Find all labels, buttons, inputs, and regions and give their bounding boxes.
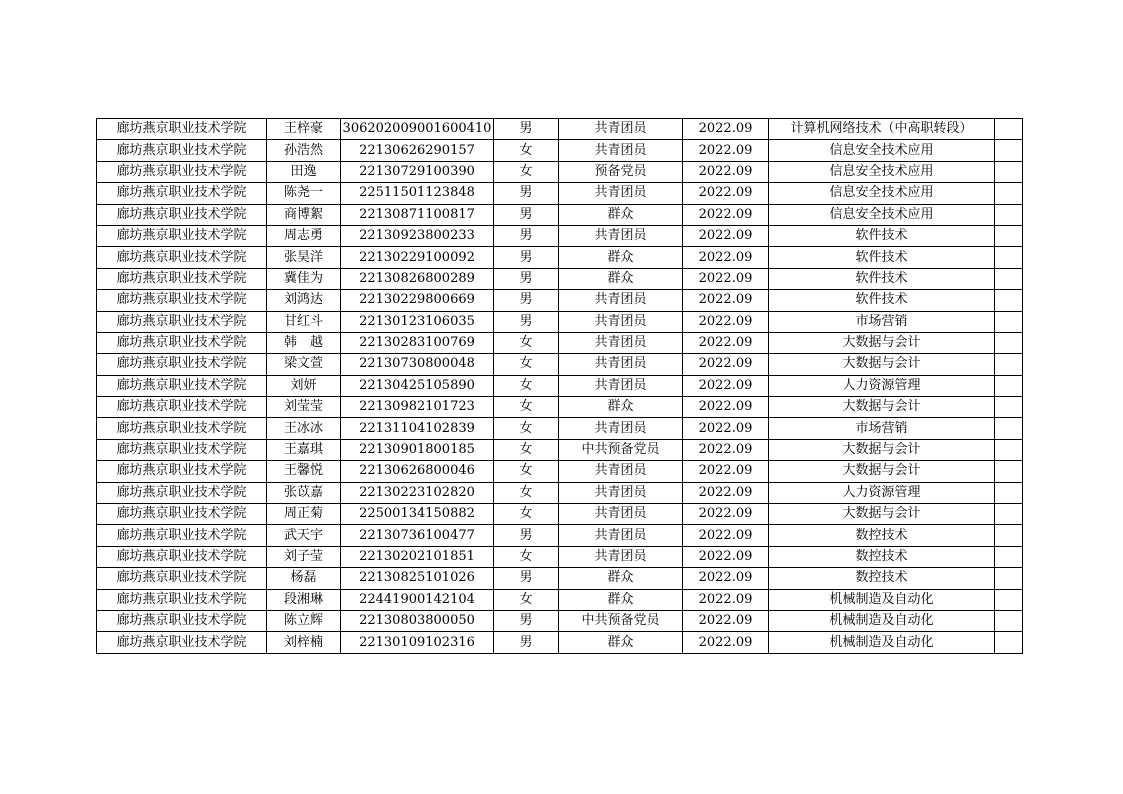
political-status-cell: 共青团员	[559, 418, 683, 439]
gender-cell: 女	[494, 354, 559, 375]
table-row	[97, 354, 1023, 375]
major-cell: 软件技术	[769, 290, 995, 311]
table-row	[97, 161, 1023, 182]
table-row	[97, 397, 1023, 418]
political-status-cell: 群众	[559, 589, 683, 610]
student-id-cell: 22130803800050	[341, 610, 494, 631]
student-id-cell: 22500134150882	[341, 504, 494, 525]
enrollment-date-cell: 2022.09	[683, 268, 769, 289]
major-cell: 信息安全技术应用	[769, 204, 995, 225]
gender-cell: 男	[494, 568, 559, 589]
remark-cell	[995, 204, 1023, 225]
gender-cell: 女	[494, 504, 559, 525]
remark-cell	[995, 225, 1023, 246]
table-row	[97, 482, 1023, 503]
political-status-cell: 共青团员	[559, 119, 683, 140]
table-row	[97, 610, 1023, 631]
school-cell: 廊坊燕京职业技术学院	[97, 397, 267, 418]
name-cell: 王梓豪	[267, 119, 341, 140]
political-status-cell: 共青团员	[559, 375, 683, 396]
enrollment-date-cell: 2022.09	[683, 311, 769, 332]
student-id-cell: 22130626800046	[341, 461, 494, 482]
name-cell: 刘梓楠	[267, 632, 341, 653]
gender-cell: 女	[494, 418, 559, 439]
remark-cell	[995, 268, 1023, 289]
gender-cell: 女	[494, 546, 559, 567]
gender-cell: 女	[494, 140, 559, 161]
school-cell: 廊坊燕京职业技术学院	[97, 268, 267, 289]
table-row	[97, 375, 1023, 396]
name-cell: 陈尧一	[267, 183, 341, 204]
table-row	[97, 140, 1023, 161]
political-status-cell: 群众	[559, 632, 683, 653]
gender-cell: 男	[494, 119, 559, 140]
political-status-cell: 共青团员	[559, 546, 683, 567]
gender-cell: 男	[494, 268, 559, 289]
school-cell: 廊坊燕京职业技术学院	[97, 482, 267, 503]
political-status-cell: 共青团员	[559, 140, 683, 161]
major-cell: 数控技术	[769, 568, 995, 589]
enrollment-date-cell: 2022.09	[683, 225, 769, 246]
political-status-cell: 共青团员	[559, 311, 683, 332]
student-id-cell: 22130901800185	[341, 439, 494, 460]
table-row	[97, 589, 1023, 610]
remark-cell	[995, 375, 1023, 396]
major-cell: 大数据与会计	[769, 504, 995, 525]
enrollment-date-cell: 2022.09	[683, 332, 769, 353]
school-cell: 廊坊燕京职业技术学院	[97, 311, 267, 332]
remark-cell	[995, 439, 1023, 460]
enrollment-date-cell: 2022.09	[683, 632, 769, 653]
major-cell: 人力资源管理	[769, 375, 995, 396]
major-cell: 大数据与会计	[769, 461, 995, 482]
name-cell: 刘子莹	[267, 546, 341, 567]
name-cell: 田逸	[267, 161, 341, 182]
school-cell: 廊坊燕京职业技术学院	[97, 610, 267, 631]
political-status-cell: 共青团员	[559, 354, 683, 375]
student-id-cell: 22130736100477	[341, 525, 494, 546]
table-row	[97, 332, 1023, 353]
name-cell: 孙浩然	[267, 140, 341, 161]
gender-cell: 男	[494, 311, 559, 332]
enrollment-date-cell: 2022.09	[683, 397, 769, 418]
student-id-cell: 22130109102316	[341, 632, 494, 653]
school-cell: 廊坊燕京职业技术学院	[97, 161, 267, 182]
student-id-cell: 22130871100817	[341, 204, 494, 225]
enrollment-date-cell: 2022.09	[683, 183, 769, 204]
political-status-cell: 共青团员	[559, 482, 683, 503]
remark-cell	[995, 546, 1023, 567]
gender-cell: 男	[494, 610, 559, 631]
major-cell: 数控技术	[769, 525, 995, 546]
school-cell: 廊坊燕京职业技术学院	[97, 332, 267, 353]
student-id-cell: 22130223102820	[341, 482, 494, 503]
school-cell: 廊坊燕京职业技术学院	[97, 140, 267, 161]
table-row	[97, 311, 1023, 332]
school-cell: 廊坊燕京职业技术学院	[97, 354, 267, 375]
political-status-cell: 共青团员	[559, 183, 683, 204]
name-cell: 梁文萱	[267, 354, 341, 375]
name-cell: 冀佳为	[267, 268, 341, 289]
political-status-cell: 群众	[559, 247, 683, 268]
student-id-cell: 22130626290157	[341, 140, 494, 161]
remark-cell	[995, 568, 1023, 589]
enrollment-date-cell: 2022.09	[683, 568, 769, 589]
remark-cell	[995, 461, 1023, 482]
school-cell: 廊坊燕京职业技术学院	[97, 632, 267, 653]
major-cell: 软件技术	[769, 225, 995, 246]
gender-cell: 女	[494, 161, 559, 182]
major-cell: 机械制造及自动化	[769, 632, 995, 653]
enrollment-date-cell: 2022.09	[683, 589, 769, 610]
school-cell: 廊坊燕京职业技术学院	[97, 375, 267, 396]
school-cell: 廊坊燕京职业技术学院	[97, 290, 267, 311]
political-status-cell: 共青团员	[559, 504, 683, 525]
name-cell: 段湘琳	[267, 589, 341, 610]
school-cell: 廊坊燕京职业技术学院	[97, 525, 267, 546]
student-id-cell: 22511501123848	[341, 183, 494, 204]
name-cell: 张苡嘉	[267, 482, 341, 503]
student-id-cell: 22130283100769	[341, 332, 494, 353]
remark-cell	[995, 589, 1023, 610]
table-body	[97, 119, 1023, 654]
table-row	[97, 225, 1023, 246]
remark-cell	[995, 610, 1023, 631]
enrollment-date-cell: 2022.09	[683, 439, 769, 460]
table-row	[97, 525, 1023, 546]
student-id-cell: 22130729100390	[341, 161, 494, 182]
political-status-cell: 共青团员	[559, 225, 683, 246]
enrollment-date-cell: 2022.09	[683, 140, 769, 161]
enrollment-date-cell: 2022.09	[683, 525, 769, 546]
name-cell: 王馨悦	[267, 461, 341, 482]
gender-cell: 女	[494, 397, 559, 418]
table-row	[97, 546, 1023, 567]
enrollment-date-cell: 2022.09	[683, 461, 769, 482]
enrollment-date-cell: 2022.09	[683, 546, 769, 567]
major-cell: 市场营销	[769, 418, 995, 439]
gender-cell: 女	[494, 375, 559, 396]
student-id-cell: 22130730800048	[341, 354, 494, 375]
remark-cell	[995, 482, 1023, 503]
enrollment-date-cell: 2022.09	[683, 375, 769, 396]
name-cell: 商博絮	[267, 204, 341, 225]
table-row	[97, 204, 1023, 225]
table-row	[97, 568, 1023, 589]
name-cell: 刘妍	[267, 375, 341, 396]
name-cell: 张昊洋	[267, 247, 341, 268]
political-status-cell: 共青团员	[559, 525, 683, 546]
remark-cell	[995, 397, 1023, 418]
gender-cell: 女	[494, 589, 559, 610]
political-status-cell: 共青团员	[559, 332, 683, 353]
gender-cell: 女	[494, 332, 559, 353]
school-cell: 廊坊燕京职业技术学院	[97, 418, 267, 439]
name-cell: 武天宇	[267, 525, 341, 546]
table-row	[97, 461, 1023, 482]
remark-cell	[995, 632, 1023, 653]
major-cell: 软件技术	[769, 268, 995, 289]
political-status-cell: 中共预备党员	[559, 439, 683, 460]
enrollment-date-cell: 2022.09	[683, 482, 769, 503]
remark-cell	[995, 161, 1023, 182]
name-cell: 甘红斗	[267, 311, 341, 332]
enrollment-date-cell: 2022.09	[683, 161, 769, 182]
enrollment-date-cell: 2022.09	[683, 119, 769, 140]
major-cell: 大数据与会计	[769, 397, 995, 418]
name-cell: 王嘉琪	[267, 439, 341, 460]
remark-cell	[995, 525, 1023, 546]
major-cell: 大数据与会计	[769, 354, 995, 375]
major-cell: 人力资源管理	[769, 482, 995, 503]
student-roster-table	[96, 118, 1023, 654]
gender-cell: 男	[494, 225, 559, 246]
student-id-cell: 22130825101026	[341, 568, 494, 589]
major-cell: 计算机网络技术（中高职转段）	[769, 119, 995, 140]
student-id-cell: 22130826800289	[341, 268, 494, 289]
table-row	[97, 439, 1023, 460]
gender-cell: 女	[494, 482, 559, 503]
enrollment-date-cell: 2022.09	[683, 504, 769, 525]
student-id-cell: 22130229100092	[341, 247, 494, 268]
school-cell: 廊坊燕京职业技术学院	[97, 183, 267, 204]
major-cell: 大数据与会计	[769, 439, 995, 460]
school-cell: 廊坊燕京职业技术学院	[97, 568, 267, 589]
school-cell: 廊坊燕京职业技术学院	[97, 119, 267, 140]
table-row	[97, 290, 1023, 311]
gender-cell: 男	[494, 183, 559, 204]
major-cell: 市场营销	[769, 311, 995, 332]
school-cell: 廊坊燕京职业技术学院	[97, 546, 267, 567]
name-cell: 韩 越	[267, 332, 341, 353]
student-id-cell: 306202009001600410	[341, 119, 494, 140]
school-cell: 廊坊燕京职业技术学院	[97, 461, 267, 482]
remark-cell	[995, 119, 1023, 140]
school-cell: 廊坊燕京职业技术学院	[97, 247, 267, 268]
gender-cell: 男	[494, 204, 559, 225]
political-status-cell: 共青团员	[559, 290, 683, 311]
political-status-cell: 群众	[559, 397, 683, 418]
enrollment-date-cell: 2022.09	[683, 204, 769, 225]
major-cell: 机械制造及自动化	[769, 610, 995, 631]
student-id-cell: 22130982101723	[341, 397, 494, 418]
remark-cell	[995, 290, 1023, 311]
table-row	[97, 268, 1023, 289]
name-cell: 杨磊	[267, 568, 341, 589]
political-status-cell: 群众	[559, 268, 683, 289]
name-cell: 刘莹莹	[267, 397, 341, 418]
student-id-cell: 22130923800233	[341, 225, 494, 246]
major-cell: 信息安全技术应用	[769, 140, 995, 161]
remark-cell	[995, 183, 1023, 204]
political-status-cell: 群众	[559, 204, 683, 225]
student-id-cell: 22130425105890	[341, 375, 494, 396]
school-cell: 廊坊燕京职业技术学院	[97, 439, 267, 460]
gender-cell: 女	[494, 439, 559, 460]
gender-cell: 男	[494, 525, 559, 546]
name-cell: 王冰冰	[267, 418, 341, 439]
table-row	[97, 504, 1023, 525]
enrollment-date-cell: 2022.09	[683, 247, 769, 268]
gender-cell: 男	[494, 632, 559, 653]
school-cell: 廊坊燕京职业技术学院	[97, 225, 267, 246]
enrollment-date-cell: 2022.09	[683, 418, 769, 439]
political-status-cell: 共青团员	[559, 461, 683, 482]
name-cell: 周正菊	[267, 504, 341, 525]
table-row	[97, 632, 1023, 653]
table-row	[97, 183, 1023, 204]
name-cell: 刘鸿达	[267, 290, 341, 311]
enrollment-date-cell: 2022.09	[683, 290, 769, 311]
table-row	[97, 418, 1023, 439]
school-cell: 廊坊燕京职业技术学院	[97, 204, 267, 225]
major-cell: 大数据与会计	[769, 332, 995, 353]
gender-cell: 女	[494, 461, 559, 482]
name-cell: 陈立辉	[267, 610, 341, 631]
table-row	[97, 247, 1023, 268]
table-row	[97, 119, 1023, 140]
gender-cell: 男	[494, 290, 559, 311]
name-cell: 周志勇	[267, 225, 341, 246]
school-cell: 廊坊燕京职业技术学院	[97, 589, 267, 610]
remark-cell	[995, 418, 1023, 439]
political-status-cell: 预备党员	[559, 161, 683, 182]
remark-cell	[995, 311, 1023, 332]
remark-cell	[995, 504, 1023, 525]
student-id-cell: 22130123106035	[341, 311, 494, 332]
remark-cell	[995, 332, 1023, 353]
major-cell: 信息安全技术应用	[769, 161, 995, 182]
student-id-cell: 22131104102839	[341, 418, 494, 439]
student-id-cell: 22130202101851	[341, 546, 494, 567]
political-status-cell: 群众	[559, 568, 683, 589]
student-id-cell: 22130229800669	[341, 290, 494, 311]
remark-cell	[995, 140, 1023, 161]
enrollment-date-cell: 2022.09	[683, 610, 769, 631]
school-cell: 廊坊燕京职业技术学院	[97, 504, 267, 525]
gender-cell: 男	[494, 247, 559, 268]
major-cell: 信息安全技术应用	[769, 183, 995, 204]
enrollment-date-cell: 2022.09	[683, 354, 769, 375]
remark-cell	[995, 354, 1023, 375]
remark-cell	[995, 247, 1023, 268]
political-status-cell: 中共预备党员	[559, 610, 683, 631]
major-cell: 软件技术	[769, 247, 995, 268]
major-cell: 数控技术	[769, 546, 995, 567]
student-id-cell: 22441900142104	[341, 589, 494, 610]
major-cell: 机械制造及自动化	[769, 589, 995, 610]
